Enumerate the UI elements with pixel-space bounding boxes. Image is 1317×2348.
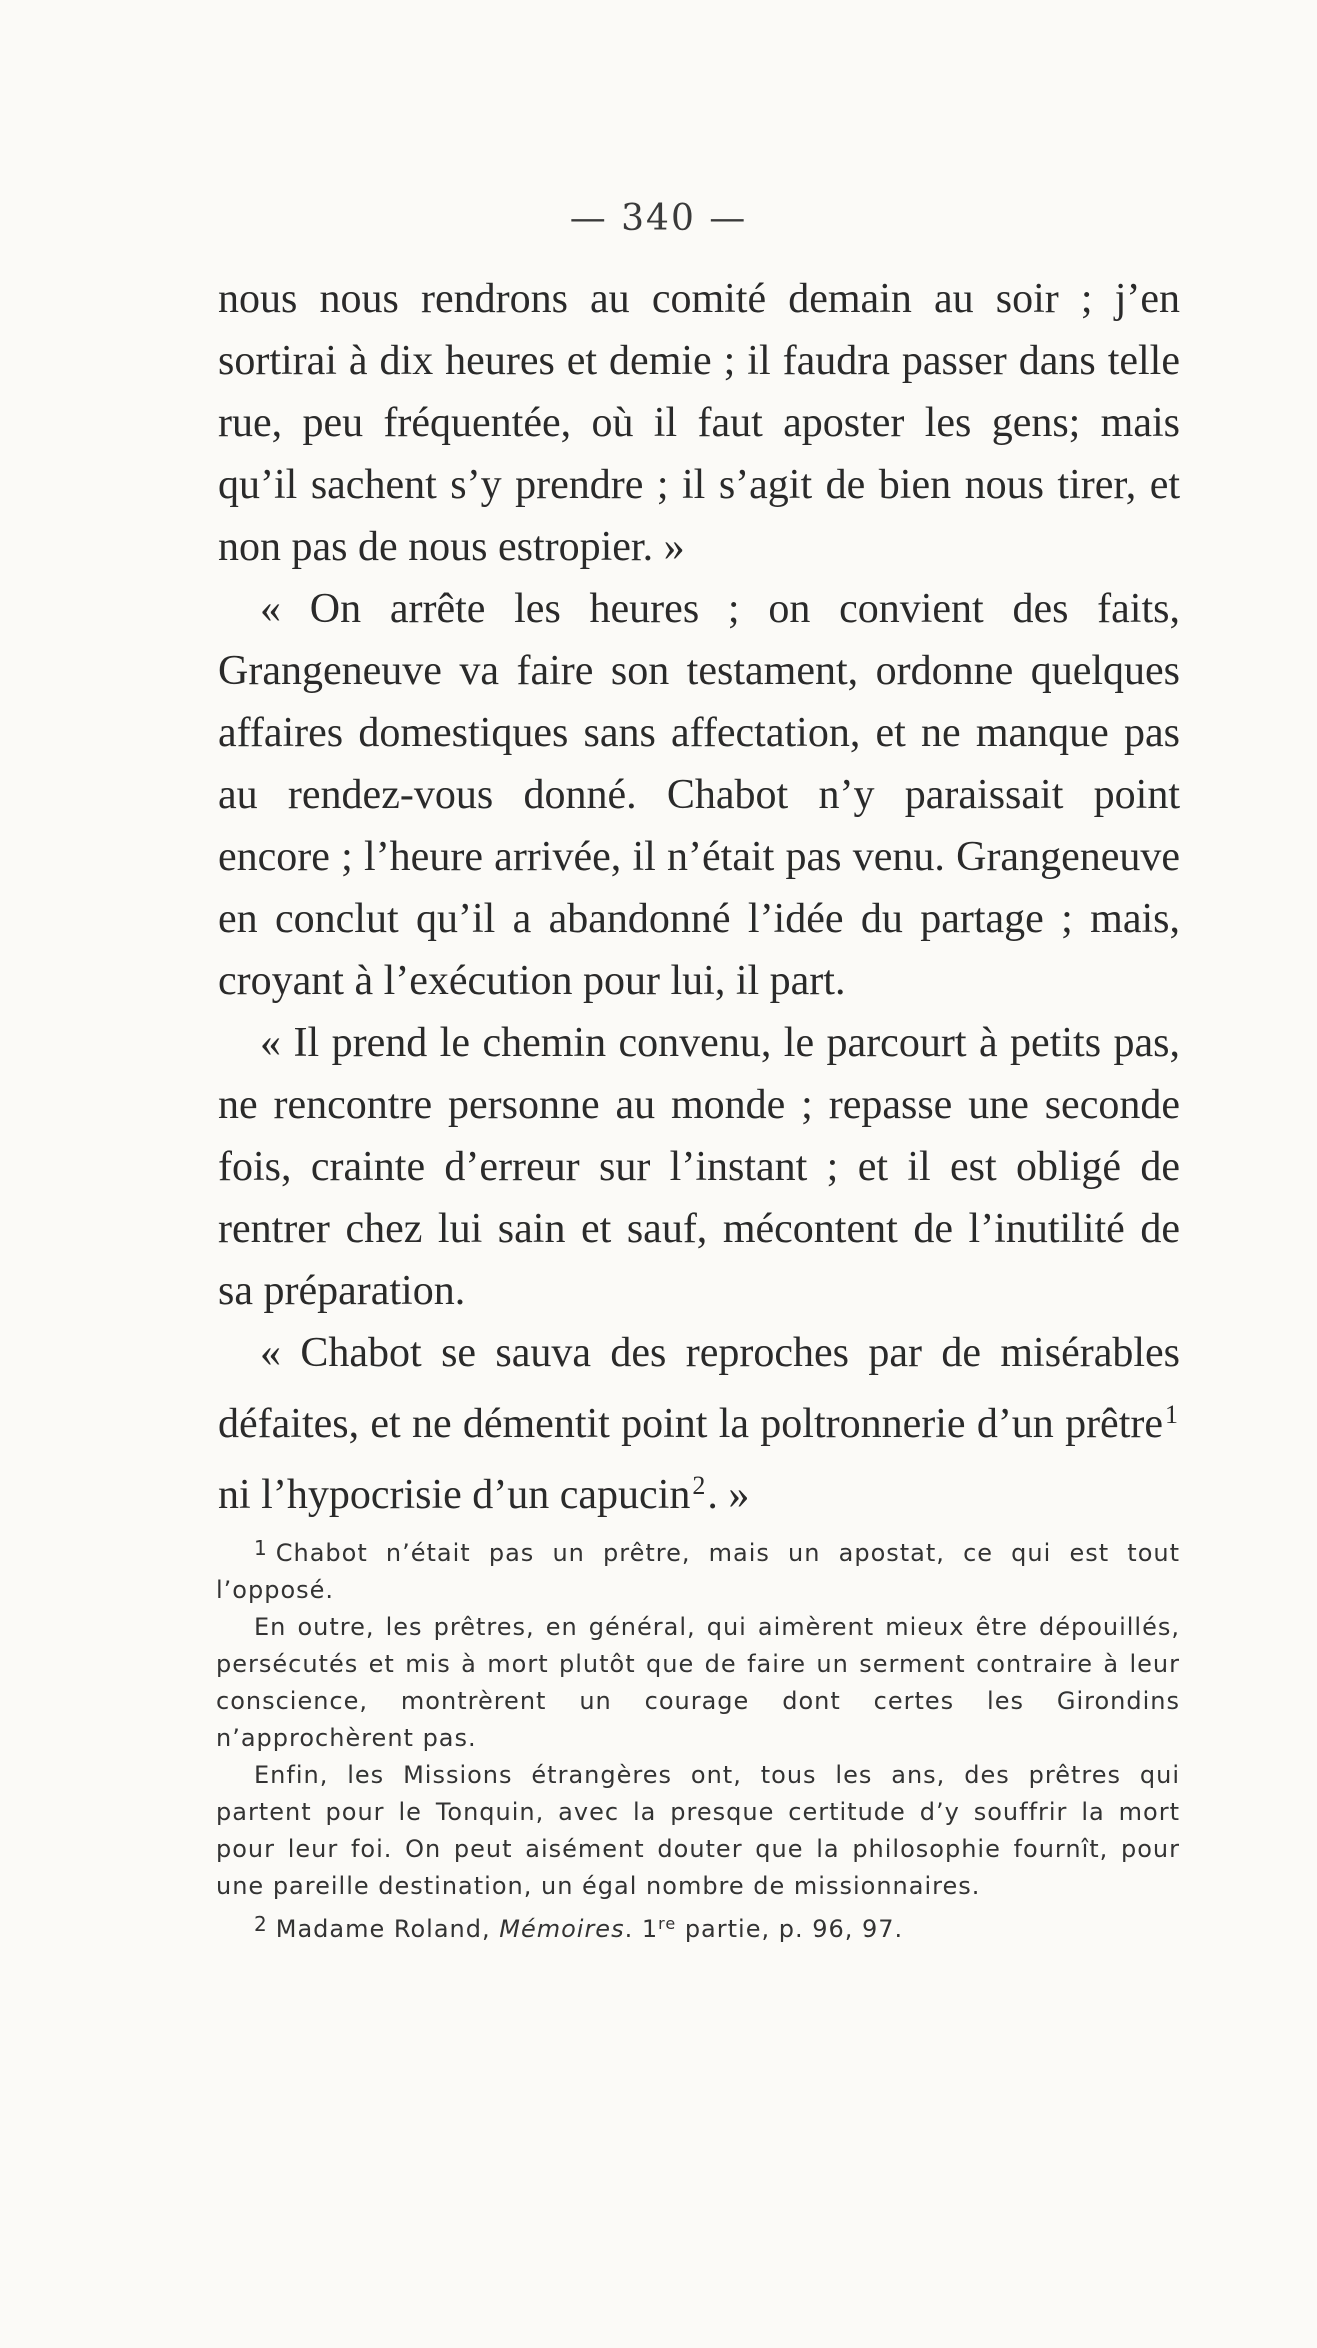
paragraph-4-text-a: « Chabot se sauva des reproches par de misérables défaites, et ne démentit point la poltronnerie d’un prêtre [218,1330,1180,1447]
footnotes [216,1530,1180,1948]
footnote-2-part-sup: re [658,1914,677,1933]
paragraph-1: nous nous rendrons au comité demain au soir ; j’en sortirai à dix heures et demie ; il faudra passer dans telle rue, peu fréquentée, où il faut aposter les gens; mais qu’il sachent s’y prendre ; il s’agit de bien nous tirer, et non pas de nous estropier. » [218,276,1180,570]
paragraph-2: « On arrête les heures ; on convient des faits, Grangeneuve va faire son testament, ordonne quelques affaires domestiques sans affectation, et ne manque pas au rendez-vous donné. Chabot n’y paraissait point encore ; l’heure arrivée, il n’était pas venu. Grangeneuve en conclut qu’il a abandonné l’idée du partage ; mais, croyant à l’exécution pour lui, il part. [218,586,1180,1004]
footnote-2-pages: partie, p. 96, 97. [676,1915,904,1943]
footnote-1-text: Chabot n’était pas un prêtre, mais un apostat, ce qui est tout l’opposé. [216,1539,1180,1604]
footnote-1-paragraph-3: Enfin, les Missions étrangères ont, tous les ans, des prêtres qui partent pour le Tonquin, avec la presque certitude d’y souffrir la mort pour leur foi. On peut aisément douter que la philosophie fournît, pour une pareille destination, un égal nombre de missionnaires. [216,1761,1180,1900]
paragraph-4 [218,1322,1180,1526]
footnote-2-part: . 1 [624,1915,659,1943]
paragraph-4-text-b: ni l’hypocrisie d’un capucin [218,1472,691,1518]
footnote-1-paragraph-2: En outre, les prêtres, en général, qui aimèrent mieux être dépouillés, persécutés et mis à mort plutôt que de faire un serment contraire à leur conscience, montrèrent un courage dont certes les Girondins n’approchèrent pas. [216,1613,1180,1752]
main-text [218,268,1180,1526]
footnote-2 [216,1905,1180,1948]
page-number: — 340 — [569,198,748,239]
footnote-1 [216,1530,1180,1609]
footnote-ref-1: 1 [1165,1400,1178,1429]
paragraph-3: « Il prend le chemin convenu, le parcourt à petits pas, ne rencontre personne au monde ; repasse une seconde fois, crainte d’erreur sur l’instant ; et il est obligé de rentrer chez lui sain et sauf, mécontent de l’inutilité de sa préparation. [218,1020,1180,1314]
footnote-ref-2: 2 [692,1471,706,1500]
footnote-2-title: Mémoires [499,1915,625,1943]
footnote-1-mark: 1 [254,1536,268,1560]
footnote-2-mark: 2 [254,1912,268,1936]
footnote-2-author: Madame Roland, [275,1915,500,1943]
paragraph-4-text-c: . » [707,1472,750,1518]
